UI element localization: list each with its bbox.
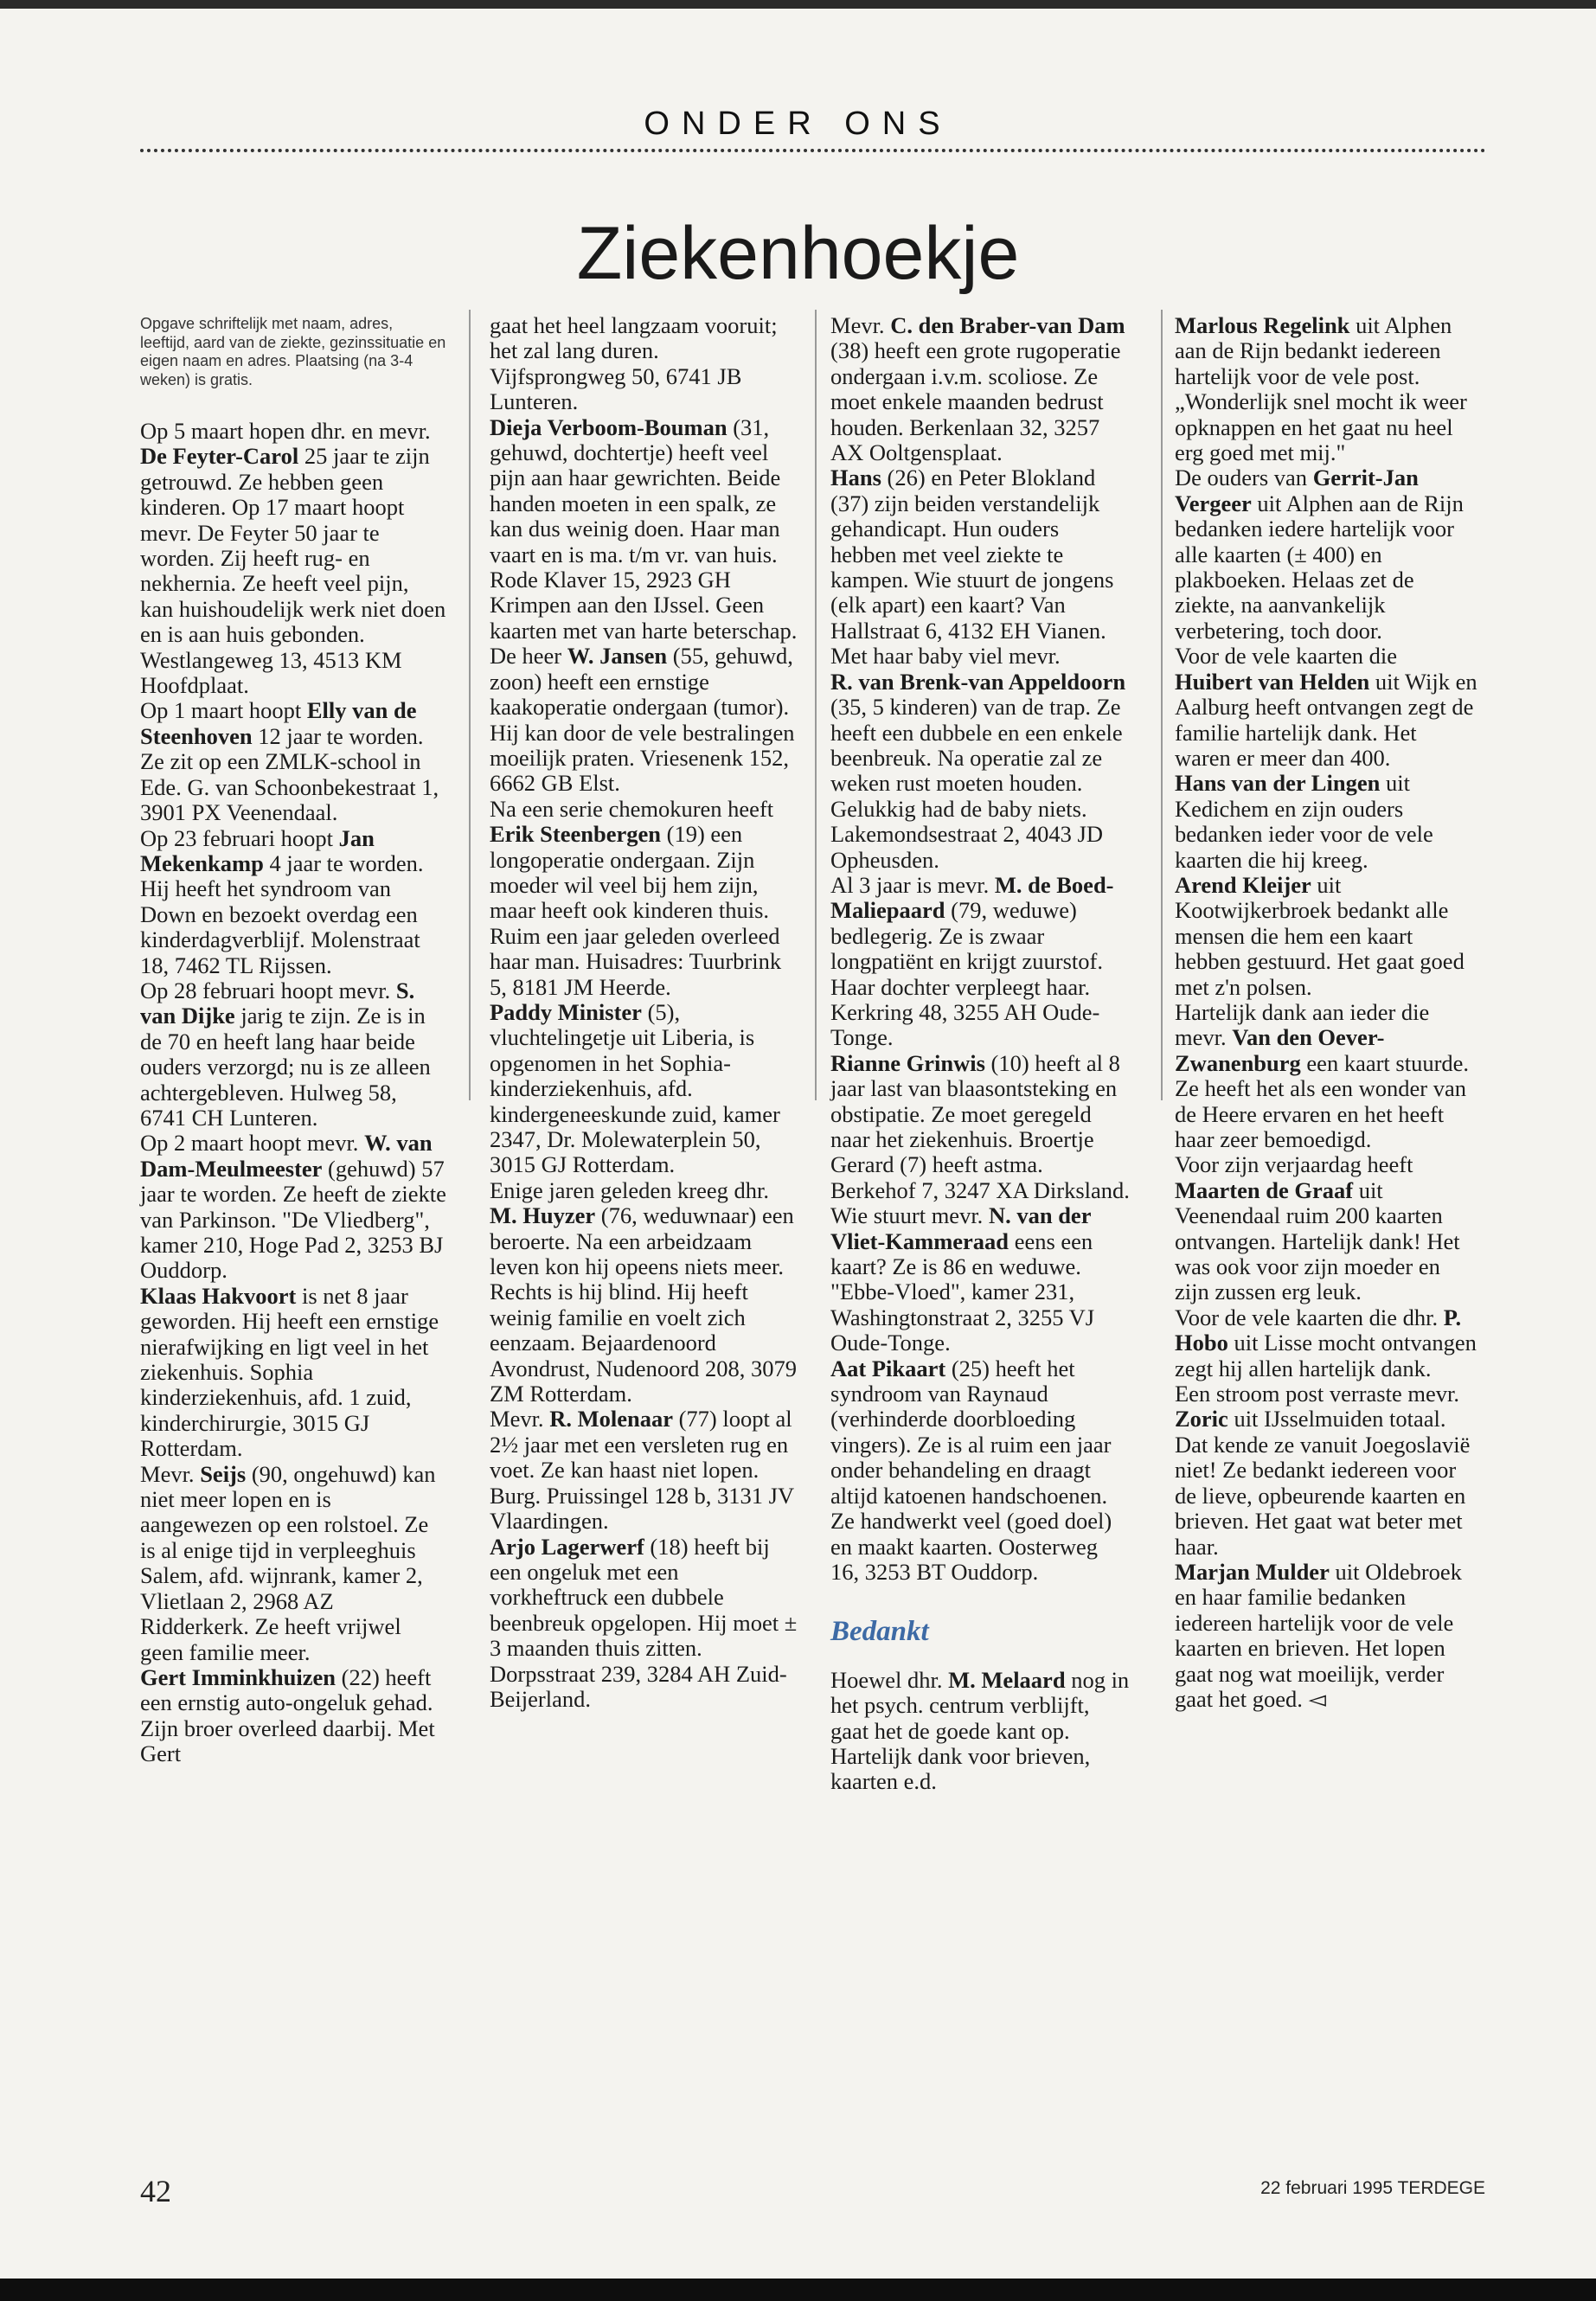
entry-pre: Hartelijk dank aan ieder die mevr. [1175,998,1430,1051]
entry-post: eens een kaart? Ze is 86 en weduwe. "Ebbe-Vloed", kamer 231, Washingtonstraat 2, 3255 VJ Oude-Tonge. [830,1227,1095,1356]
bottom-rule [0,2279,1596,2301]
notice-entry [490,1535,798,1713]
notice-entry [830,670,1130,873]
notice-entry [1175,644,1477,771]
entry-name: Hans [830,465,881,491]
entry-post: 25 jaar te zijn getrouwd. Ze hebben geen kinderen. Op 17 maart hoopt mevr. De Feyter 50 jaar te worden. Zij heeft rug- en nekhernia. Ze heeft veel pijn, kan huishoudelijk werk niet doen en is aan huis gebonden. Westlangeweg 13, 4513 KM Hoofdplaat. [140,443,446,699]
entry-pre: Op 2 maart hoopt mevr. [140,1130,365,1157]
entries [140,419,446,1767]
entry-pre: Voor de vele kaarten die dhr. [1175,1304,1444,1330]
entry-post: uit IJsselmuiden totaal. Dat kende ze vanuit Joegoslavië niet! Ze bedankt iedereen voor de lieve, opbeurende kaarten en brieven. Het gaat wat beter met haar. [1175,1406,1471,1560]
notice-entry [1175,1000,1477,1152]
entry-post: (26) en Peter Blokland (37) zijn beiden verstandelijk gehandicapt. Hun ouders hebben met veel ziekte te kampen. Wie stuurt de jongens (elk apart) een kaart? Van Hallstraat 6, 4132 EH Vianen. Met haar baby viel mevr. [830,465,1114,670]
entry-name: M. Melaard [948,1666,1066,1693]
notice-entry [1175,1560,1477,1712]
entry-post: (79, weduwe) bedlegerig. Ze is zwaar longpatiënt en krijgt zuurstof. Haar dochter verpleegt haar. Kerkring 48, 3255 AH Oude-Tonge. [830,897,1103,1051]
notice-entry [490,313,798,415]
notice-entry [830,1356,1130,1586]
entry-name: Huibert van Helden [1175,668,1370,695]
entry-post: (38) heeft een grote rugoperatie ondergaan i.v.m. scoliose. Ze moet enkele maanden bedrust houden. Berkenlaan 32, 3257 AX Ooltgensplaat. [830,337,1121,466]
entry-name: Jan Mekenkamp [140,824,375,876]
notice-entry [830,313,1130,465]
entry-pre: Op 23 februari hoopt [140,824,339,851]
entry-pre: Mevr. [490,1406,550,1433]
entry-name: De Feyter-Carol [140,443,299,470]
notice-entry [140,1131,446,1283]
column-divider [469,310,471,1100]
intro-note: Opgave schriftelijk met naam, adres, leeftijd, aard van de ziekte, gezinssituatie en eigen naam en adres. Plaatsing (na 3-4 weken) is gratis. [140,315,446,388]
notice-entry [140,826,446,978]
notice-entry [1175,465,1477,644]
entry-post: uit Oldebroek en haar familie bedanken iedereen hartelijk voor de vele kaarten en brieven. Het lopen gaat nog wat moeilijk, verder gaat het goed. ◅ [1175,1558,1462,1712]
column-3 [830,313,1130,1795]
entry-post: is net 8 jaar geworden. Hij heeft een ernstige nierafwijking en ligt veel in het ziekenhuis. Sophia kinderziekenhuis, afd. 1 zuid, kinderchirurgie, 3015 GJ Rotterdam. [140,1282,439,1462]
entry-post: (25) heeft het syndroom van Raynaud (verhinderde doorbloeding vingers). Ze is al ruim een jaar onder behandeling en draagt altijd katoenen handschoenen. Ze handwerkt veel (goed doel) en maakt kaarten. Oosterweg 16, 3253 BT Ouddorp. [830,1355,1112,1585]
column-4 [1175,313,1477,1712]
entry-name: Aat Pikaart [830,1355,946,1381]
entry-name: Erik Steenbergen [490,821,661,848]
entry-pre: Op 1 maart hoopt [140,697,307,724]
entry-post: (gehuwd) 57 jaar te worden. Ze heeft de ziekte van Parkinson. "De Vliedberg", kamer 210, Hoge Pad 2, 3253 BJ Ouddorp. [140,1155,446,1284]
entry-name: R. van Brenk-van Appeldoorn [830,668,1126,695]
entry-post: (76, weduwnaar) een beroerte. Na een arbeidzaam leven kon hij opeens niets meer. Rechts is hij blind. Hij heeft weinig familie en voelt zich eenzaam. Bejaardenoord Avondrust, Nudenoord 208, 3079 ZM Rotterdam. [490,1202,798,1407]
entry-name: Van den Oever-Zwanenburg [1175,1024,1385,1076]
entry-post: (10) heeft al 8 jaar last van blaasontsteking en obstipatie. Ze moet geregeld naar het ziekenhuis. Broertje Gerard (7) heeft astma. Berkehof 7, 3247 XA Dirksland. [830,1049,1130,1203]
entry-pre: Al 3 jaar is mevr. [830,871,995,898]
column-1 [140,313,446,1767]
entry-name: Gerrit-Jan Vergeer [1175,465,1419,516]
entry-post: (31, gehuwd, dochtertje) heeft veel pijn aan haar gewrichten. Beide handen moeten in een spalk, ze kan dus weinig doen. Haar man vaart en is ma. t/m vr. van huis. Rode Klaver 15, 2923 GH Krimpen aan den IJssel. Geen kaarten met van harte beterschap. [490,413,798,644]
entry-name: Hans van der Lingen [1175,770,1381,797]
entry-pre: De ouders van [1175,465,1313,491]
notice-entry [140,1462,446,1665]
entry-name: M. de Boed-Maliepaard [830,871,1114,924]
entry-post: uit Wijk en Aalburg heeft ontvangen zegt de familie hartelijk dank. Het waren er meer dan 400. [1175,668,1477,771]
column-divider [815,310,817,1100]
notice-entry [140,978,446,1131]
entry-name: Gert Imminkhuizen [140,1663,336,1690]
entry-post: uit Lisse mocht ontvangen zegt hij allen hartelijk dank. [1175,1330,1477,1381]
entry-name: C. den Braber-van Dam [890,312,1125,338]
entry-name: Seijs [200,1460,247,1487]
entry-post: 4 jaar te worden. Hij heeft het syndroom van Down en bezoekt overdag een kinderdagverblijf. Molenstraat 18, 7462 TL Rijssen. [140,849,424,978]
entry-pre: Wie stuurt mevr. [830,1202,989,1229]
entry-pre: Voor de vele kaarten die [1175,643,1398,670]
entry-name: N. van der Vliet-Kammeraad [830,1202,1091,1254]
column-2 [490,313,798,1712]
entry-post: (35, 5 kinderen) van de trap. Ze heeft een dubbele en een enkele beenbreuk. Na operatie zal ze weken rust moeten houden. Gelukkig had de baby niets. Lakemondsestraat 2, 4043 JD Opheusden. [830,694,1123,873]
notice-entry [490,1178,798,1407]
entry-pre: Mevr. [140,1460,201,1487]
entry-pre: Op 28 februari hoopt mevr. [140,977,396,1003]
entry-pre: Enige jaren geleden kreeg dhr. [490,1176,770,1203]
entry-post: (5), vluchtelingetje uit Liberia, is opgenomen in het Sophia-kinderziekenhuis, afd. kindergeneeskunde zuid, kamer 2347, Dr. Molewaterplein 50, 3015 GJ Rotterdam. [490,998,780,1178]
entry-post: (90, ongehuwd) kan niet meer lopen en is aangewezen op een rolstoel. Ze is al enige tijd in verpleeghuis Salem, afd. wijnrank, kamer 2, Vlietlaan 2, 2968 AZ Ridderkerk. Ze heeft vrijwel geen familie meer. [140,1460,436,1665]
entry-post: uit Kedichem en zijn ouders bedanken ieder voor de vele kaarten die hij kreeg. [1175,770,1433,873]
notice-entry [140,1665,446,1767]
entry-post: een kaart stuurde. Ze heeft het als een wonder van de Heere ervaren en het heeft haar zeer bemoedigd. [1175,1049,1470,1152]
entry-name: W. van Dam-Meulmeester [140,1130,433,1182]
notice-entry [140,698,446,825]
bedankt-heading: Bedankt [830,1616,929,1648]
entry-pre: Mevr. [830,312,891,338]
entry-name: Zoric [1175,1406,1228,1433]
entry-name: W. Jansen [567,643,668,670]
notice-entry [1175,1381,1477,1560]
entry-pre: Een stroom post verraste mevr. [1175,1381,1459,1407]
notice-entry [1175,313,1477,465]
entries [830,313,1130,1585]
notice-entry [1175,1305,1477,1381]
entry-post: uit Alphen aan de Rijn bedankt iedereen hartelijk voor de vele post. „Wonderlijk snel mocht ik weer opknappen en het gaat nu heel erg goed met mij." [1175,312,1467,466]
entry-name: M. Huyzer [490,1202,596,1229]
notice-entry [490,1000,798,1178]
notice-entry [490,415,798,644]
entry-pre: Na een serie chemokuren heeft [490,795,774,822]
notice-entry [830,465,1130,669]
notice-entry [1175,873,1477,1000]
section-label: ONDER ONS [644,106,952,142]
entry-pre: Op 5 maart hopen dhr. en mevr. [140,418,431,444]
entry-pre: Voor zijn verjaardag heeft [1175,1151,1413,1178]
entry-post: (19) een longoperatie ondergaan. Zijn moeder wil veel bij hem zijn, maar heeft ook kinderen thuis. Ruim een jaar geleden overleed haar man. Huisadres: Tuurbrink 5, 8181 JM Heerde. [490,821,782,1000]
entry-pre: De heer [490,643,567,670]
entry-pre: Hoewel dhr. [830,1666,949,1693]
entry-name: Elly van de Steenhoven [140,697,417,749]
page-number: 42 [140,2174,171,2208]
entry-post: (22) heeft een ernstig auto-ongeluk gehad. Zijn broer overleed daarbij. Met Gert [140,1663,435,1767]
notice-entry [490,797,798,1000]
notice-entry [830,873,1130,1051]
notice-entry [1175,771,1477,873]
entry-post: nog in het psych. centrum verblijft, gaat het de goede kant op. Hartelijk dank voor brieven, kaarten e.d. [830,1666,1130,1795]
notice-entry [490,1407,798,1534]
bedankt-entry [830,1668,1130,1795]
entry-name: R. Molenaar [549,1406,673,1433]
entry-post: uit Veenendaal ruim 200 kaarten ontvangen. Hartelijk dank! Het was ook voor zijn moeder en zijn zussen erg leuk. [1175,1176,1460,1305]
entry-post: jarig te zijn. Ze is in de 70 en heeft lang haar beide ouders verzorgd; nu is ze alleen achtergebleven. Hulweg 58, 6741 CH Lunteren. [140,1003,431,1131]
notice-entry [830,1203,1130,1356]
entry-name: Marlous Regelink [1175,312,1350,338]
column-divider [1161,310,1163,1100]
entry-post: (55, gehuwd, zoon) heeft een ernstige kaakoperatie ondergaan (tumor). Hij kan door de vele bestralingen moeilijk praten. Vriesenenk 152, 6662 GB Elst. [490,643,795,797]
entry-name: Rianne Grinwis [830,1049,985,1076]
entry-post: uit Alphen aan de Rijn bedanken iedere hartelijk voor alle kaarten (± 400) en plakboeken. Helaas zet de ziekte, na aanvankelijk verbetering, toch door. [1175,490,1464,644]
entry-name: Maarten de Graaf [1175,1176,1354,1203]
entry-name: S. van Dijke [140,977,415,1029]
footer-date-magazine: 22 februari 1995 TERDEGE [1260,2178,1485,2198]
dotted-divider [140,149,1486,152]
entry-name: P. Hobo [1175,1304,1462,1356]
notice-entry [490,644,798,796]
entry-name: Arend Kleijer [1175,871,1311,898]
notice-entry [830,1051,1130,1203]
entry-name: Marjan Mulder [1175,1558,1330,1585]
entry-name: Dieja Verboom-Bouman [490,413,727,440]
notice-entry [140,1284,446,1462]
entry-name: Arjo Lagerwerf [490,1533,644,1560]
entries [1175,313,1477,1712]
entry-name: Klaas Hakvoort [140,1282,297,1309]
entries [490,313,798,1712]
notice-entry [140,419,446,698]
top-rule [0,0,1596,9]
entry-post: (18) heeft bij een ongeluk met een vorkheftruck een dubbele beenbreuk opgelopen. Hij moet ± 3 maanden thuis zitten. Dorpsstraat 239, 3284 AH Zuid-Beijerland. [490,1533,798,1712]
entry-post: 12 jaar te worden. Ze zit op een ZMLK-school in Ede. G. van Schoonbekestraat 1, 3901 PX Veenendaal. [140,722,439,826]
entry-post: (77) loopt al 2½ jaar met een versleten rug en voet. Ze kan haast niet lopen. Burg. Pruissingel 128 b, 3131 JV Vlaardingen. [490,1406,794,1535]
page-title: Ziekenhoekje [576,212,1020,295]
entry-pre: gaat het heel langzaam vooruit; het zal lang duren. Vijfsprongweg 50, 6741 JB Lunteren. [490,312,778,415]
notice-entry [1175,1152,1477,1304]
entry-post: uit Kootwijkerbroek bedankt alle mensen die hem een kaart hebben gestuurd. Het gaat goed met z'n polsen. [1175,871,1465,1000]
entry-name: Paddy Minister [490,998,642,1025]
